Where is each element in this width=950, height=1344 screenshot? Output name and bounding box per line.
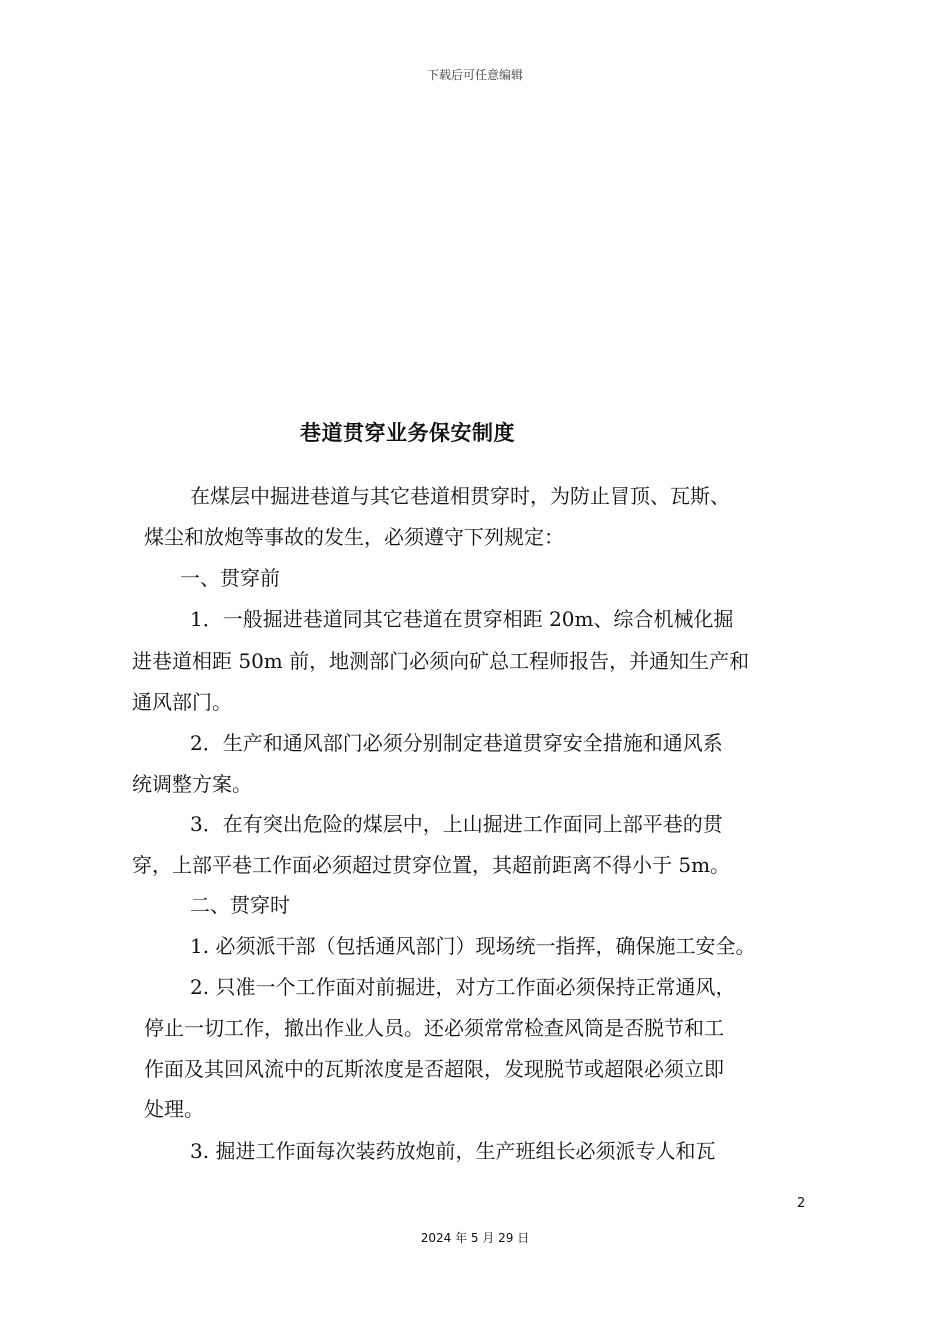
- header-note: 下载后可任意编辑: [426, 68, 523, 82]
- body-line: 作面及其回风流中的瓦斯浓度是否超限，发现脱节或超限必须立即: [144, 1057, 724, 1081]
- body-line: 3. 掘进工作面每次装药放炮前，生产班组长必须派专人和瓦: [190, 1139, 716, 1163]
- body-line: 2. 只准一个工作面对前掘进，对方工作面必须保持正常通风，: [190, 975, 736, 999]
- body-line: 穿，上部平巷工作面必须超过贯穿位置，其超前距离不得小于 5m。: [132, 853, 731, 877]
- body-line: 1. 必须派干部（包括通风部门）现场统一指挥，确保施工安全。: [190, 934, 756, 958]
- body-line: 通风部门。: [132, 690, 232, 714]
- body-line: 统调整方案。: [132, 772, 252, 796]
- body-line: 一、贯穿前: [180, 566, 280, 590]
- body-line: 煤尘和放炮等事故的发生，必须遵守下列规定：: [144, 525, 564, 549]
- body-line: 停止一切工作，撤出作业人员。还必须常常检查风筒是否脱节和工: [144, 1016, 724, 1040]
- footer-date: 2024 年 5 月 29 日: [420, 1231, 530, 1245]
- page-number: 2: [797, 1196, 806, 1211]
- body-line: 在煤层中掘进巷道与其它巷道相贯穿时，为防止冒顶、瓦斯、: [190, 484, 730, 508]
- body-line: 处理。: [144, 1097, 204, 1121]
- body-line: 进巷道相距 50m 前，地测部门必须向矿总工程师报告，并通知生产和: [132, 649, 750, 673]
- body-line: 2．生产和通风部门必须分别制定巷道贯穿安全措施和通风系: [190, 731, 723, 755]
- body-line: 3．在有突出危险的煤层中，上山掘进工作面同上部平巷的贯: [190, 812, 723, 836]
- body-line: 二、贯穿时: [190, 893, 290, 917]
- document-title: 巷道贯穿业务保安制度: [300, 421, 515, 445]
- body-line: 1．一般掘进巷道同其它巷道在贯穿相距 20m、综合机械化掘: [190, 607, 734, 631]
